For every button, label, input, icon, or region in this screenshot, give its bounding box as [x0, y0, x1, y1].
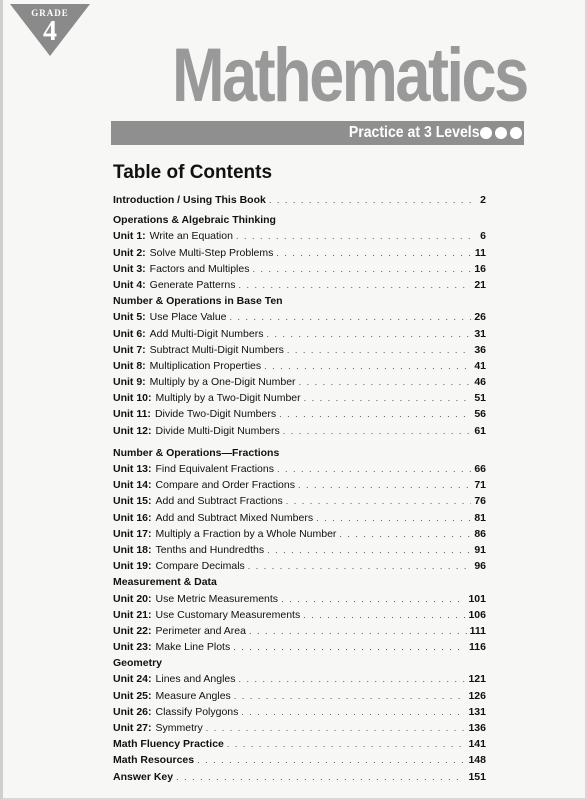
dot-leader [234, 688, 466, 704]
dot-leader [176, 769, 465, 785]
grade-badge [10, 4, 90, 56]
toc-entry-label: Find Equivalent Fractions [155, 463, 274, 475]
toc-entry-label: Compare and Order Fractions [155, 479, 295, 492]
toc-entry-page: 26 [474, 311, 486, 324]
dot-leader [277, 461, 471, 477]
toc-entry [113, 228, 486, 244]
toc-entry-page: 36 [474, 343, 486, 356]
toc-unit-number: Unit 25: [113, 689, 152, 702]
dot-leader [281, 591, 465, 607]
dot-leader [266, 326, 471, 342]
toc-entry-page: 111 [469, 624, 486, 637]
toc-entry-page: 76 [474, 495, 486, 508]
toc-sections [113, 212, 486, 736]
toc-unit-number: Unit 18: [113, 543, 152, 556]
toc-entry-label: Add and Subtract Mixed Numbers [155, 511, 314, 524]
toc-unit-number: Unit 15: [113, 495, 152, 508]
toc-section-title: Operations & Algebraic Thinking [113, 214, 276, 227]
toc-entry [113, 736, 486, 752]
toc-entry-page: 136 [468, 722, 486, 734]
toc-section-title: Measurement & Data [113, 576, 217, 589]
toc-entry-label: Classify Polygons [155, 705, 239, 718]
toc-entry [113, 769, 486, 785]
dot-leader [230, 309, 472, 325]
toc-entry [113, 688, 486, 704]
dot-leader [227, 736, 466, 752]
dot-leader [249, 623, 467, 639]
dot-leader [241, 704, 465, 720]
toc-entry [113, 623, 486, 639]
toc-entry [113, 671, 486, 687]
toc-unit-number: Unit 8: [113, 359, 146, 372]
toc-section-title: Number & Operations in Base Ten [113, 295, 283, 308]
dot-leader [279, 406, 471, 422]
toc-entry-page: 2 [480, 194, 486, 206]
toc-entry-label: Divide Multi-Digit Numbers [155, 424, 280, 437]
toc-entry [113, 277, 486, 293]
toc-entry-label: Add Multi-Digit Numbers [149, 327, 264, 340]
dot-leader [303, 607, 465, 623]
toc-entry [113, 342, 486, 358]
toc-entry-page: 116 [469, 641, 486, 654]
toc-entry-page: 6 [480, 230, 486, 243]
toc-unit-number: Unit 4: [113, 278, 146, 291]
dot-leader [339, 526, 471, 542]
toc-entry-page: 56 [474, 408, 486, 421]
toc-entry-page: 46 [474, 376, 486, 389]
toc-entry-label: Multiply by a One-Digit Number [149, 376, 296, 389]
toc-entry [113, 261, 486, 277]
toc-entry-page: 61 [474, 424, 486, 437]
toc-entry-page: 126 [468, 689, 486, 702]
toc-entry-label: Symmetry [155, 722, 203, 734]
toc-entry-page: 96 [474, 560, 486, 573]
toc-entry-page: 121 [468, 673, 486, 686]
toc-unit-number: Unit 13: [113, 463, 152, 475]
three-dots-icon [480, 127, 522, 139]
dot-leader [248, 558, 472, 574]
toc-entry-label: Math Resources [113, 754, 195, 767]
toc-entry-label: Multiply a Fraction by a Whole Number [155, 527, 337, 540]
toc-entry [113, 461, 486, 477]
toc-entry-page: 51 [474, 392, 486, 405]
toc-entry [113, 423, 486, 439]
toc-entry [113, 752, 486, 768]
dot-leader [239, 671, 466, 687]
toc-entry-label: Use Customary Measurements [155, 608, 301, 621]
toc-entry-label: Make Line Plots [155, 641, 231, 654]
toc-entry-page: 81 [474, 511, 486, 524]
toc-entry [113, 542, 486, 558]
dot-leader [233, 639, 466, 655]
grade-word: GRADE [31, 8, 69, 18]
subtitle-bar [111, 121, 524, 145]
toc-entry [113, 720, 486, 736]
toc-entry [113, 390, 486, 406]
toc-entry-label: Write an Equation [149, 230, 233, 243]
toc-entry [113, 493, 486, 509]
toc-entry [113, 591, 486, 607]
dot-leader [206, 720, 466, 736]
toc-entry [113, 607, 486, 623]
toc-entry-page: 41 [474, 359, 486, 372]
toc-entry-label: Factors and Multiples [149, 262, 250, 275]
toc-entry-label: Introduction / Using This Book [113, 194, 266, 206]
toc-unit-number: Unit 10: [113, 392, 152, 405]
table-of-contents [113, 192, 486, 785]
toc-unit-number: Unit 5: [113, 311, 146, 324]
dot-leader [236, 228, 473, 244]
toc-entry [113, 558, 486, 574]
toc-section-title: Geometry [113, 657, 163, 670]
toc-entry [113, 477, 486, 493]
dot-leader [252, 261, 471, 277]
book-title: Mathematics [172, 33, 527, 118]
toc-unit-number: Unit 12: [113, 424, 152, 437]
toc-unit-number: Unit 19: [113, 560, 152, 573]
toc-entry-page: 71 [474, 479, 486, 492]
toc-unit-number: Unit 26: [113, 705, 152, 718]
toc-unit-number: Unit 16: [113, 511, 152, 524]
toc-unit-number: Unit 3: [113, 262, 146, 275]
toc-closing-entries [113, 736, 486, 785]
toc-entry [113, 374, 486, 390]
toc-entry-label: Perimeter and Area [155, 624, 246, 637]
dot-leader [269, 192, 473, 208]
toc-unit-number: Unit 24: [113, 673, 152, 686]
toc-entry-label: Divide Two-Digit Numbers [154, 408, 277, 421]
dot-leader [286, 493, 472, 509]
toc-entry [113, 406, 486, 422]
toc-entry-label: Multiply by a Two-Digit Number [155, 392, 301, 405]
toc-unit-number: Unit 27: [113, 722, 152, 734]
toc-entry-label: Measure Angles [155, 689, 231, 702]
dot-leader [304, 390, 472, 406]
toc-unit-number: Unit 1: [113, 230, 146, 243]
dot-leader [238, 277, 471, 293]
toc-entry [113, 526, 486, 542]
toc-entry-page: 21 [474, 278, 486, 291]
toc-entry-label: Compare Decimals [155, 560, 245, 573]
toc-entry-label: Tenths and Hundredths [155, 543, 265, 556]
toc-unit-number: Unit 14: [113, 479, 152, 492]
toc-entry-intro [113, 192, 486, 208]
toc-entry-label: Lines and Angles [155, 673, 236, 686]
toc-entry-label: Use Metric Measurements [155, 592, 279, 605]
dot-leader [283, 423, 472, 439]
toc-entry-page: 106 [468, 608, 486, 621]
toc-unit-number: Unit 23: [113, 641, 152, 654]
dot-leader [299, 374, 472, 390]
toc-unit-number: Unit 20: [113, 592, 152, 605]
toc-entry-label: Subtract Multi-Digit Numbers [149, 343, 284, 356]
toc-entry [113, 358, 486, 374]
dot-leader [197, 752, 465, 768]
dot-leader [264, 358, 471, 374]
toc-unit-number: Unit 22: [113, 624, 152, 637]
toc-entry-page: 151 [468, 770, 486, 783]
toc-entry-page: 148 [468, 754, 486, 767]
dot-leader [298, 477, 471, 493]
toc-unit-number: Unit 21: [113, 608, 152, 621]
toc-entry [113, 245, 486, 261]
book-subtitle: Practice at 3 Levels [349, 124, 480, 141]
dot-leader [267, 542, 471, 558]
toc-unit-number: Unit 9: [113, 376, 146, 389]
dot-leader [316, 510, 471, 526]
toc-unit-number: Unit 7: [113, 343, 146, 356]
toc-entry-page: 141 [468, 738, 486, 751]
toc-entry-page: 16 [474, 262, 486, 275]
toc-entry-page: 11 [474, 246, 486, 259]
toc-entry-page: 86 [474, 527, 486, 540]
toc-entry-page: 31 [474, 327, 486, 340]
grade-number: 4 [43, 16, 57, 47]
toc-entry-label: Use Place Value [149, 311, 227, 324]
toc-entry-page: 131 [468, 705, 486, 718]
toc-entry [113, 639, 486, 655]
toc-entry [113, 510, 486, 526]
toc-unit-number: Unit 17: [113, 527, 152, 540]
toc-unit-number: Unit 6: [113, 327, 146, 340]
toc-entry-label: Add and Subtract Fractions [155, 495, 283, 508]
toc-unit-number: Unit 2: [113, 246, 146, 259]
toc-entry [113, 704, 486, 720]
toc-entry [113, 309, 486, 325]
toc-entry-label: Math Fluency Practice [113, 738, 224, 751]
toc-entry-label: Solve Multi-Step Problems [149, 246, 274, 259]
toc-entry [113, 326, 486, 342]
toc-entry-label: Generate Patterns [149, 278, 236, 291]
toc-entry-page: 91 [474, 543, 486, 556]
toc-heading: Table of Contents [113, 162, 273, 183]
toc-section-title: Number & Operations—Fractions [113, 446, 280, 459]
toc-entry-label: Answer Key [113, 770, 174, 783]
toc-entry-label: Multiplication Properties [149, 359, 262, 372]
toc-entry-page: 101 [468, 592, 486, 605]
dot-leader [276, 245, 472, 261]
dot-leader [287, 342, 471, 358]
toc-entry-page: 66 [474, 463, 486, 475]
toc-unit-number: Unit 11: [113, 408, 151, 421]
